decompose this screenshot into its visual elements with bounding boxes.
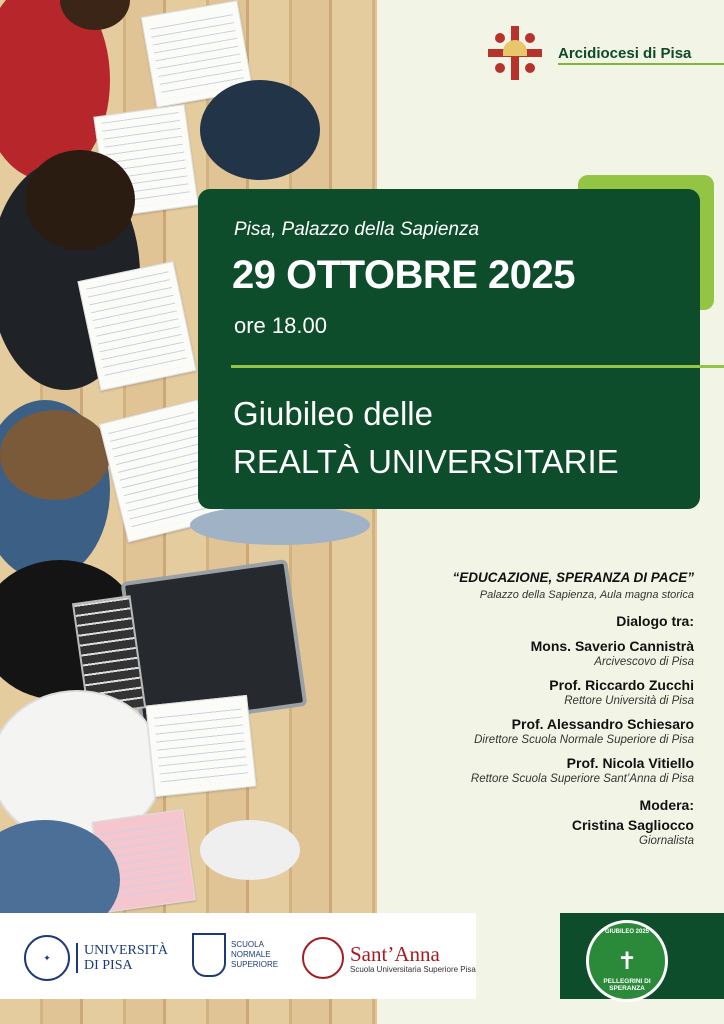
normale-line3: SUPERIORE — [231, 960, 279, 969]
speaker-name: Prof. Nicola Vitiello — [566, 755, 694, 771]
unipi-seal-icon: ✦ — [24, 935, 70, 981]
speaker-role: Rettore Università di Pisa — [564, 695, 694, 707]
speaker-role: Rettore Scuola Superiore Sant’Anna di Pisa — [470, 773, 694, 785]
org-name: Arcidiocesi di Pisa — [558, 44, 692, 62]
speaker-role: Arcivescovo di Pisa — [594, 656, 694, 668]
unipi-name-line1: UNIVERSITÀ — [84, 943, 168, 958]
speaker — [374, 716, 694, 746]
santanna-seal-icon — [302, 937, 344, 979]
santanna-logo — [302, 937, 476, 979]
unipi-logo — [24, 935, 168, 981]
archdiocese-logo — [486, 24, 691, 82]
normale-logo — [192, 933, 278, 977]
program-section — [374, 570, 694, 847]
speaker — [374, 755, 694, 785]
event-title-line1: Giubileo delle — [233, 395, 433, 432]
speaker-name: Prof. Alessandro Schiesaro — [511, 716, 694, 732]
normale-line2: NORMALE — [231, 950, 271, 959]
cross-emblem-icon — [486, 24, 544, 82]
event-time: ore 18.00 — [234, 313, 327, 338]
event-title-line2: REALTÀ UNIVERSITARIE — [233, 443, 619, 480]
normale-crest-icon — [192, 933, 226, 977]
event-place: Pisa, Palazzo della Sapienza — [234, 219, 480, 240]
program-location: Palazzo della Sapienza, Aula magna storica — [479, 589, 694, 601]
speaker-role: Direttore Scuola Normale Superiore di Pisa — [474, 734, 694, 746]
speaker — [374, 677, 694, 707]
santanna-subtitle: Scuola Universitaria Superiore Pisa — [350, 964, 476, 974]
speaker-name: Mons. Saverio Cannistrà — [530, 638, 694, 654]
speaker-name: Prof. Riccardo Zucchi — [549, 677, 694, 693]
panel-divider — [231, 365, 724, 368]
event-panel — [198, 189, 700, 509]
moderator-role: Giornalista — [639, 835, 694, 847]
jubilee-logo — [586, 920, 668, 1002]
normale-line1: SCUOLA — [231, 940, 264, 949]
moderator-label: Modera: — [639, 797, 694, 813]
program-title: “EDUCAZIONE, SPERANZA DI PACE” — [452, 570, 694, 585]
santanna-name: Sant’Anna — [350, 941, 440, 966]
jubilee-cross-icon: ✝ — [616, 947, 638, 975]
moderator-name: Cristina Sagliocco — [571, 817, 694, 833]
unipi-name-line2: DI PISA — [84, 958, 133, 973]
dialogue-label: Dialogo tra: — [616, 613, 694, 629]
jubilee-motto: PELLEGRINI DI SPERANZA — [603, 978, 651, 992]
event-date: 29 OTTOBRE 2025 — [232, 253, 576, 297]
speaker — [374, 638, 694, 668]
jubilee-year: GIUBILEO 2025 — [604, 929, 649, 935]
partner-logos — [0, 913, 476, 999]
moderator — [374, 817, 694, 847]
header-divider — [558, 63, 724, 65]
